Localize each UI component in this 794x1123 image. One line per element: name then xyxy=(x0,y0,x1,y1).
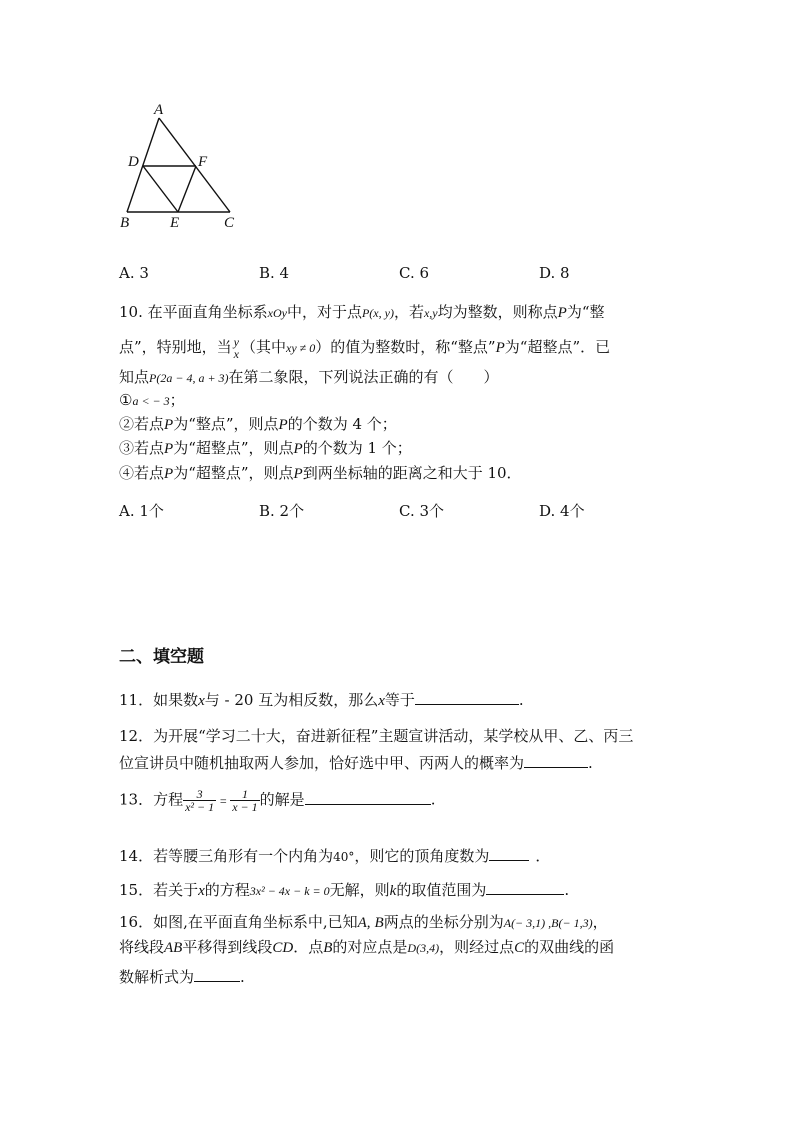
label-d: D xyxy=(128,154,139,170)
q9-option-a: A. 3 xyxy=(119,264,149,282)
triangle-figure xyxy=(110,100,250,235)
label-f: F xyxy=(198,154,208,170)
q10-item-4: ④若点P为“超整点”，则点P到两坐标轴的距离之和大于 10． xyxy=(119,464,522,482)
q11: 11．如果数x与 - 20 互为相反数，那么x等于 . xyxy=(119,691,524,709)
q10-item-2: ②若点P为“整点”，则点P的个数为 4 个； xyxy=(119,415,397,433)
q15: 15．若关于x的方程3x² − 4x − k = 0无解，则k的取值范围为 . xyxy=(119,881,570,899)
q13-answer-blank[interactable] xyxy=(305,790,431,805)
q10-option-b: B. 2个 xyxy=(259,502,305,520)
q10-option-d: D. 4个 xyxy=(539,502,585,520)
q12-line1: 12．为开展“学习二十大，奋进新征程”主题宣讲活动，某学校从甲、乙、丙三 xyxy=(119,727,634,745)
q13: 13．方程 $\frac{3}{\text{x² − 1}}$ = $\frac{1}{x - 1}$ 的解是 . xyxy=(119,787,436,814)
q9-option-b: B. 4 xyxy=(259,264,290,282)
label-c: C xyxy=(224,215,235,231)
label-b: B xyxy=(120,215,130,231)
q9-option-c: C. 6 xyxy=(399,264,430,282)
q10-item-1: ①a < − 3； xyxy=(119,391,185,409)
q10-item-3: ③若点P为“超整点”，则点P的个数为 1 个； xyxy=(119,439,412,457)
label-e: E xyxy=(170,215,180,231)
label-a: A xyxy=(154,102,164,118)
q16-line3: 数解析式为 . xyxy=(119,968,245,986)
q10-option-a: A. 1个 xyxy=(119,502,164,520)
q10-line1: 10. 在平面直角坐标系xOy中，对于点P(x, y)，若x,y均为整数，则称点P为“整 xyxy=(119,303,605,321)
segment-ac xyxy=(159,118,230,212)
q11-answer-blank[interactable] xyxy=(415,690,519,705)
section-heading: 二、填空题 xyxy=(119,647,204,667)
q15-answer-blank[interactable] xyxy=(486,880,564,895)
q12-answer-blank[interactable] xyxy=(524,753,588,768)
q9-option-d: D. 8 xyxy=(539,264,570,282)
q14: 14．若等腰三角形有一个内角为40°，则它的顶角度数为 ． xyxy=(119,847,551,865)
q10-line3: 知点P(2a − 4, a + 3)在第二象限，下列说法正确的有（ ） xyxy=(119,368,499,386)
q10-line2: 点”，特别地，当 y x （其中xy ≠ 0）的值为整数时，称“整点”P为“超整点”．已 xyxy=(119,335,611,361)
q12-line2: 位宣讲员中随机抽取两人参加，恰好选中甲、丙两人的概率为 . xyxy=(119,754,593,772)
segment-de xyxy=(143,166,178,212)
q10-option-c: C. 3个 xyxy=(399,502,445,520)
q16-line1: 16．如图,在平面直角坐标系中,已知A, B两点的坐标分别为A(− 3,1) ,B(− 1,3)， xyxy=(119,913,608,931)
q16-line2: 将线段AB平移得到线段CD．点B的对应点是D(3,4)，则经过点C的双曲线的函 xyxy=(119,938,615,956)
q14-answer-blank[interactable] xyxy=(489,846,529,861)
segment-fe xyxy=(178,166,196,212)
q16-answer-blank[interactable] xyxy=(194,967,240,982)
